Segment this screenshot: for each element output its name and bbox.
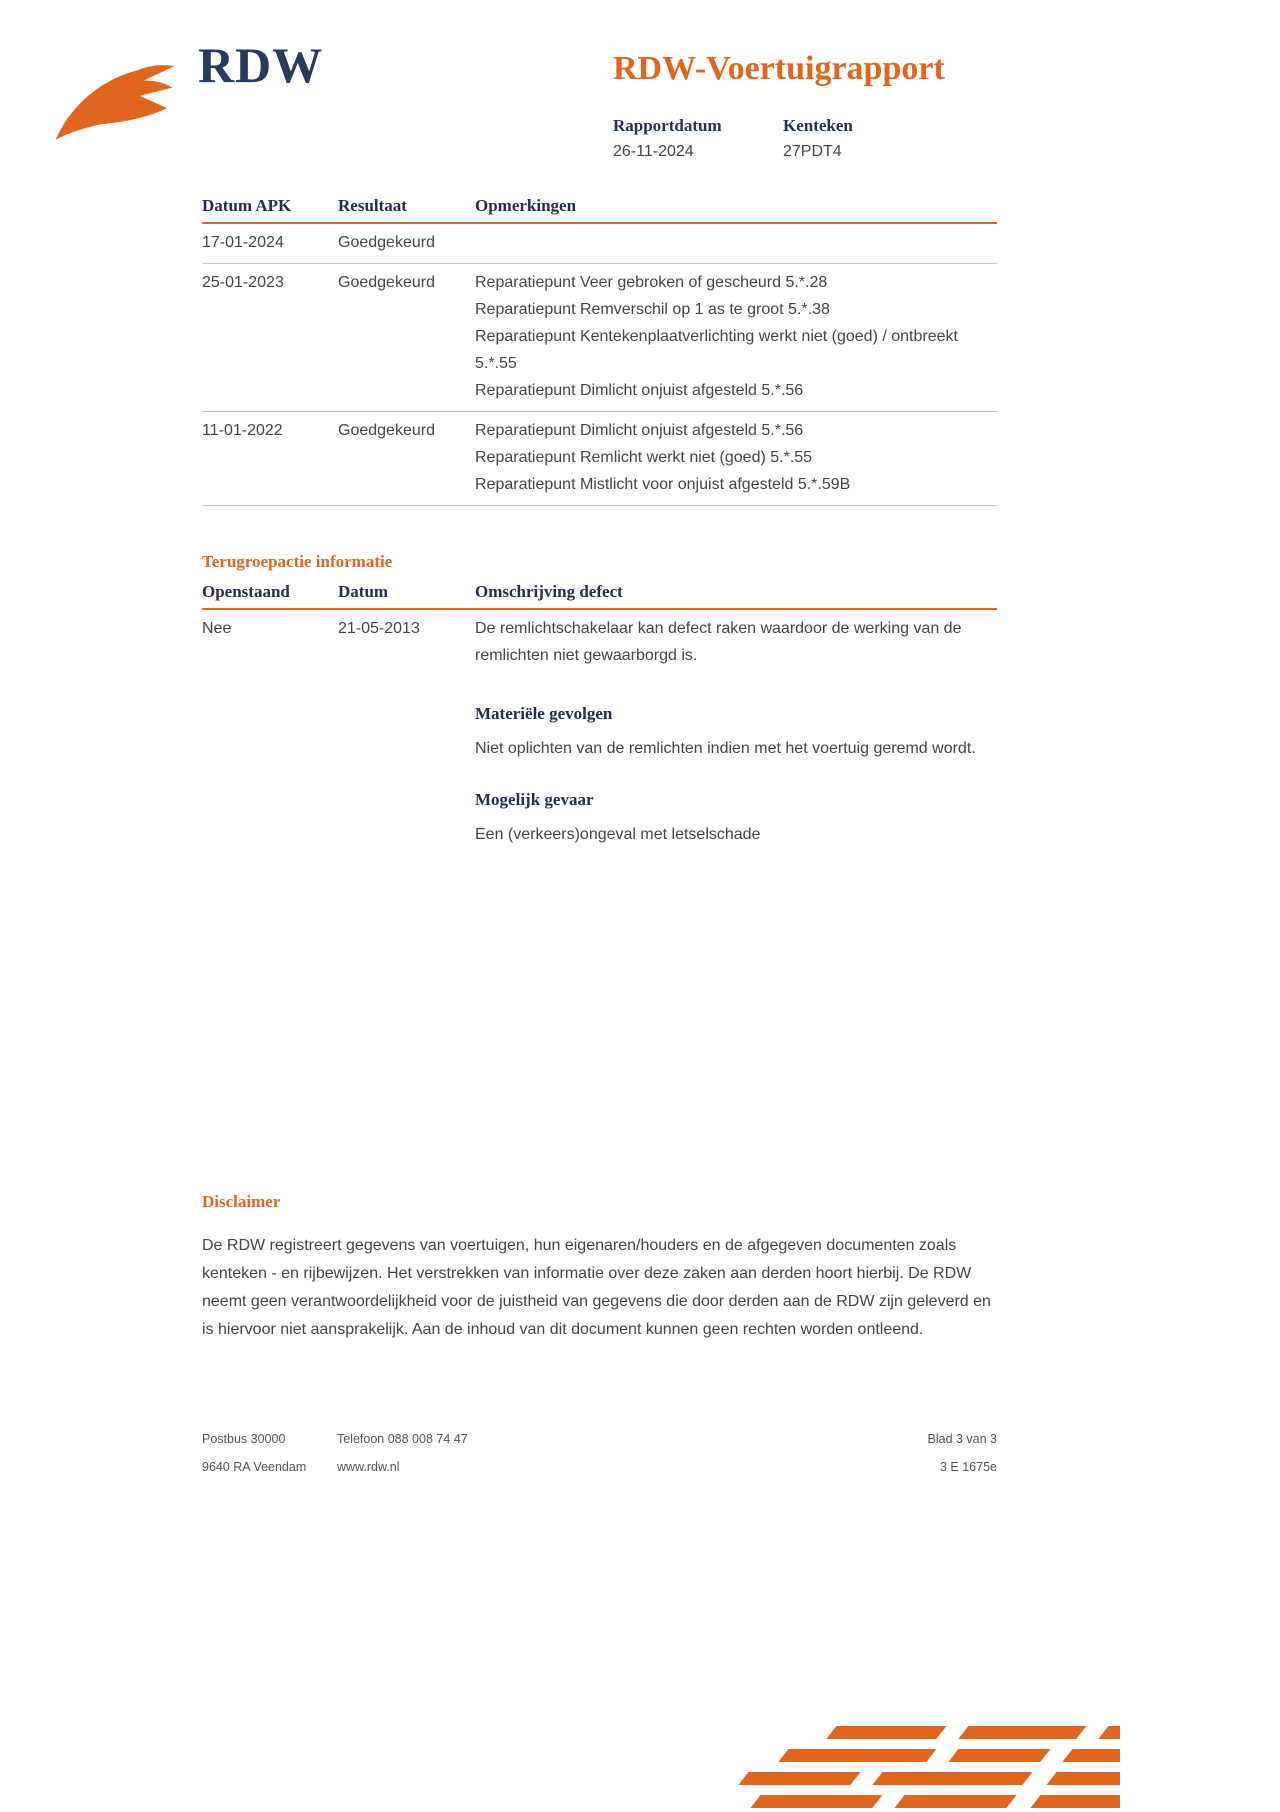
report-date-label: Rapportdatum [613,116,722,135]
recall-description: De remlichtschakelaar kan defect raken waardoor de werking van de remlichten niet gewaarborgd is. [475,620,962,664]
apk-table-header-row [202,196,997,224]
disclaimer-text: De RDW registreert gegevens van voertuigen, hun eigenaren/houders en de afgegeven documenten zoals kenteken - en rijbewijzen. Het verstrekken van informatie over deze zaken aan derden hoort hierbij. De RDW neemt geen verantwoordelijkheid voor de juistheid van gegevens die door derden aan de RDW zijn geleverd en is hiervoor niet aansprakelijk. Aan de inhoud van dit document kunnen geen rechten worden ontleend. [202,1237,991,1338]
apk-row-remarks [475,417,997,498]
license-plate-label: Kenteken [783,116,853,135]
recall-header-open: Openstaand [202,582,290,601]
recall-open-value: Nee [202,620,232,637]
rdw-logo-swoosh-icon [52,60,178,142]
disclaimer-title: Disclaimer [202,1192,281,1211]
remark-line: Reparatiepunt Veer gebroken of gescheurd 5.*.28 [475,274,828,291]
recall-danger-title: Mogelijk gevaar [475,790,594,809]
footer-website: www.rdw.nl [337,1460,400,1474]
recall-consequences-row [202,700,997,762]
apk-row-date: 25-01-2023 [202,274,284,291]
apk-row-result: Goedgekeurd [338,422,435,439]
recall-section-title: Terugroepactie informatie [202,552,393,571]
page-footer [202,1432,997,1474]
remark-line: Reparatiepunt Remverschil op 1 as te groot 5.*.38 [475,301,830,318]
recall-consequences-block [475,700,997,762]
recall-table-row [202,610,997,676]
footer-page-indicator: Blad 3 van 3 [927,1432,997,1446]
recall-date-value: 21-05-2013 [338,620,420,637]
apk-table-row [202,264,997,412]
recall-danger-row [202,786,997,848]
rdw-logo-text: RDW [198,37,324,93]
recall-table [202,582,997,848]
apk-table-row [202,412,997,506]
apk-table-row [202,224,997,264]
recall-danger-block [475,786,997,848]
remark-line: Reparatiepunt Dimlicht onjuist afgesteld 5.*.56 [475,422,804,439]
apk-row-remarks [475,229,997,256]
apk-row-result: Goedgekeurd [338,274,435,291]
disclaimer-section [202,1192,997,1344]
apk-table [202,196,997,506]
apk-row-remarks [475,269,997,404]
main-content [202,196,997,848]
recall-danger-text: Een (verkeers)ongeval met letselschade [475,826,761,843]
recall-consequences-text: Niet oplichten van de remlichten indien met het voertuig geremd wordt. [475,740,976,757]
remark-line: Reparatiepunt Remlicht werkt niet (goed) 5.*.55 [475,449,813,466]
apk-row-result: Goedgekeurd [338,234,435,251]
recall-table-header-row [202,582,997,610]
footer-form-code: 3 E 1675e [940,1460,997,1474]
page-title: RDW-Voertuigrapport [613,50,945,87]
apk-header-date: Datum APK [202,196,292,215]
apk-header-result: Resultaat [338,196,407,215]
report-date-value: 26-11-2024 [613,143,694,160]
apk-row-date: 11-01-2022 [202,422,283,439]
license-plate-block [783,116,853,161]
footer-phone: Telefoon 088 008 74 47 [337,1432,468,1446]
license-plate-value: 27PDT4 [783,143,842,160]
recall-consequences-title: Materiële gevolgen [475,704,613,723]
footer-address-line1: Postbus 30000 [202,1432,286,1446]
report-date-block [613,116,783,161]
remark-line: Reparatiepunt Dimlicht onjuist afgesteld 5.*.56 [475,382,804,399]
apk-row-date: 17-01-2024 [202,234,284,251]
recall-header-date: Datum [338,582,389,601]
report-meta [613,116,853,161]
remark-line: Reparatiepunt Mistlicht voor onjuist afgesteld 5.*.59B [475,476,851,493]
remark-line: Reparatiepunt Kentekenplaatverlichting werkt niet (goed) / ontbreekt 5.*.55 [475,328,958,372]
rdw-stripes-graphic [658,1724,1120,1812]
recall-header-description: Omschrijving defect [475,582,623,601]
apk-header-remarks: Opmerkingen [475,196,577,215]
footer-address-line2: 9640 RA Veendam [202,1460,307,1474]
